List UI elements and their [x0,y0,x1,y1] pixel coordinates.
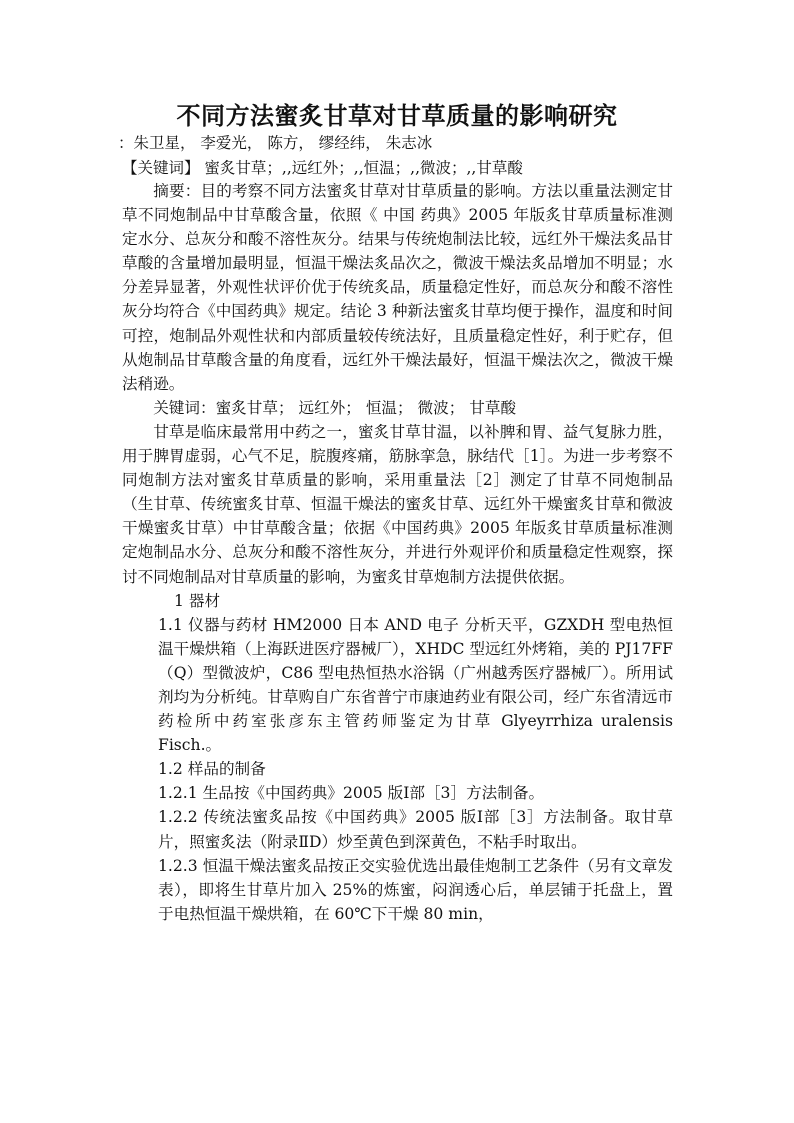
abstract-paragraph: 摘要：目的考察不同方法蜜炙甘草对甘草质量的影响。方法以重量法测定甘草不同炮制品中甘草酸含量，依照《 中国 药典》2005 年版炙甘草质量标准测定水分、总灰分和酸不溶性灰分。结果与传统炮制法比较，远红外干燥法炙品甘草酸的含量增加最明显，恒温干燥法炙品次之，微波干燥法炙品增加不明显；水分差异显著，外观性状评价优于传统炙品，质量稳定性好，而总灰分和酸不溶性灰分均符合《中国药典》规定。结论 3 种新法蜜炙甘草均便于操作，温度和时间可控，炮制品外观性状和内部质量较传统法好，且质量稳定性好，利于贮存，但从炮制品甘草酸含量的角度看，远红外干燥法最好，恒温干燥法次之，微波干燥法稍逊。 [122,182,673,393]
document-body [122,179,673,926]
section-heading-1-2: 1.2 样品的制备 [158,760,266,779]
intro-paragraph: 甘草是临床最常用中药之一，蜜炙甘草甘温，以补脾和胃、益气复脉力胜，用于脾胃虚弱，心气不足，脘腹疼痛，筋脉挛急，脉结代［1］。为进一步考察不同炮制方法对蜜炙甘草质量的影响，采用重量法［2］测定了甘草不同炮制品（生甘草、传统蜜炙甘草、恒温干燥法的蜜炙甘草、远红外干燥蜜炙甘草和微波干燥蜜炙甘草）中甘草酸含量；依据《中国药典》2005 年版炙甘草质量标准测定炮制品水分、总灰分和酸不溶性灰分，并进行外观评价和质量稳定性观察，探讨不同炮制品对甘草质量的影响，为蜜炙甘草炮制方法提供依据。 [122,422,673,586]
section-1-1-paragraph: 1.1 仪器与药材 HM2000 日本 AND 电子 分析天平，GZXDH 型电热恒温干燥烘箱（上海跃进医疗器械厂），XHDC 型远红外烤箱，美的 PJ17FF（Q）型微波炉，C86 型电热恒热水浴锅（广州越秀医疗器械厂）。所用试剂均为分析纯。甘草购自广东省普宁市康迪药业有限公司，经广东省清远市药检所中药室张彦东主管药师鉴定为甘草 Glyeyrrhiza uralensis Fisch.。 [158,615,673,755]
keywords-paragraph: 关键词：蜜炙甘草； 远红外； 恒温； 微波； 甘草酸 [153,398,517,417]
keywords-header: 【关键词】 蜜炙甘草；,,远红外；,,恒温；,,微波；,,甘草酸 [122,159,523,177]
section-heading-1: 1 器材 [174,591,221,610]
section-1-2-2-paragraph: 1.2.2 传统法蜜炙品按《中国药典》2005 版Ⅰ部［3］方法制备。取甘草片，照蜜炙法（附录ⅡD）炒至黄色到深黄色，不粘手时取出。 [158,808,673,851]
section-1-2-1-paragraph: 1.2.1 生品按《中国药典》2005 版Ⅰ部［3］方法制备。 [158,784,545,803]
document-title: 不同方法蜜炙甘草对甘草质量的影响研究 [176,101,618,130]
authors-line: ：朱卫星， 李爱光， 陈方， 缪经纬， 朱志冰 [118,134,433,152]
section-1-2-3-paragraph: 1.2.3 恒温干燥法蜜炙品按正交实验优选出最佳炮制工艺条件（另有文章发表），即将生甘草片加入 25%的炼蜜，闷润透心后，单层铺于托盘上，置于电热恒温干燥烘箱，在 60℃下干燥 80 min， [158,856,673,923]
